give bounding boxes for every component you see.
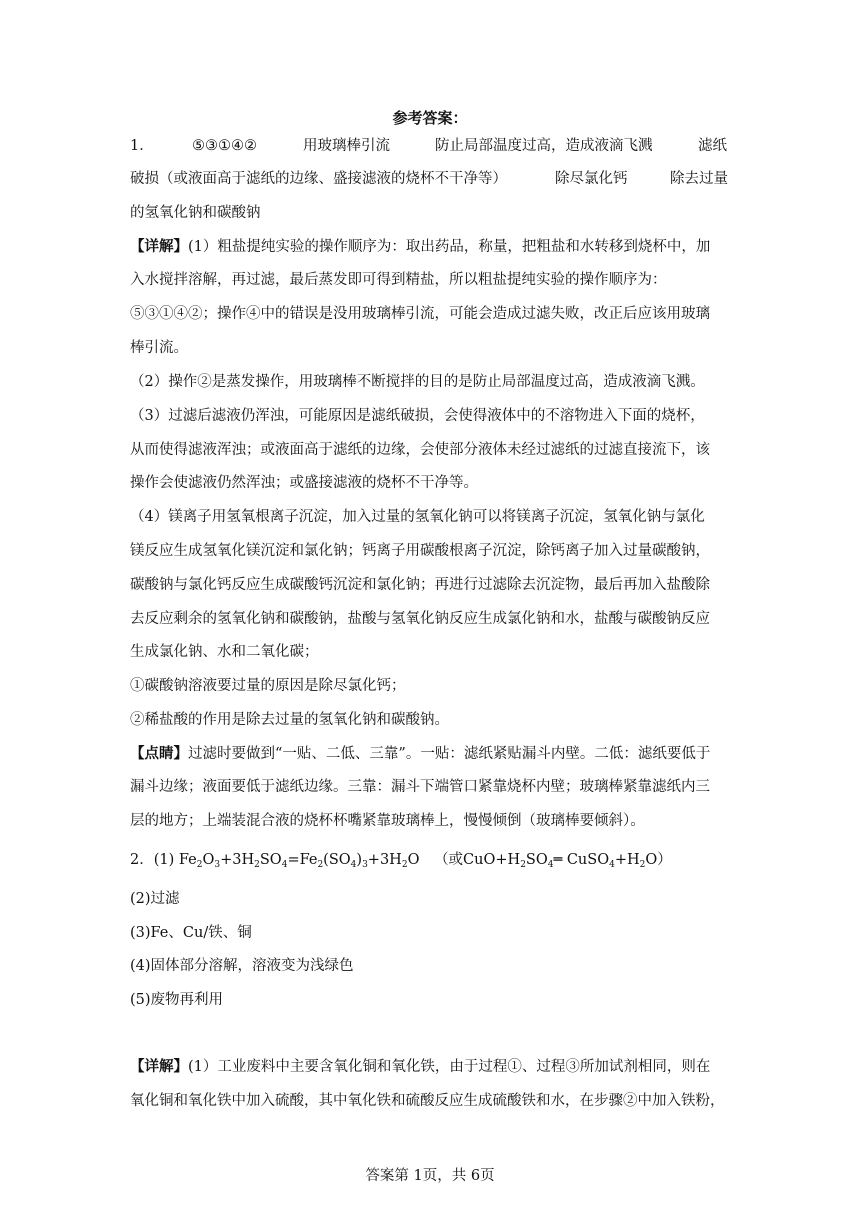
eq-so4: (SO: [323, 852, 351, 868]
q2-answer-2: (2)过滤: [130, 891, 180, 907]
q2-equation: [179, 852, 420, 868]
eq-sub: 2: [254, 860, 260, 870]
eq-3h2: +3H: [367, 852, 402, 868]
eq-sub: 4: [547, 860, 554, 870]
eq-fe: Fe: [178, 852, 197, 868]
q1-answer-filter: 滤纸: [698, 138, 727, 154]
q2-part-1: (1): [153, 852, 175, 868]
eq-sub: 2: [639, 860, 646, 870]
page-footer: 答案第 1页，共 6页: [365, 1168, 495, 1184]
q1-detail-line-2: ⑤③①④②；操作④中的错误是没用玻璃棒引流，可能会造成过滤失败，改正后应该用玻璃: [130, 306, 710, 322]
q1-detail-line-8: （4）镁离子用氢氧根离子沉淀，加入过量的氢氧化钠可以将镁离子沉淀，氢氧化钠与氯化: [130, 509, 705, 525]
eq-sub: 4: [350, 860, 357, 870]
alt-tail: +H: [614, 852, 640, 868]
eq-sub: 3: [362, 860, 368, 870]
q2-answer-5: (5)废物再利用: [130, 992, 224, 1008]
alt-eq: ═ CuSO: [553, 852, 610, 868]
q2-answer-4: (4)固体部分溶解，溶液变为浅绿色: [130, 958, 354, 974]
eq-fe2: =Fe: [287, 852, 318, 868]
eq-sub: 2: [317, 860, 324, 870]
q1-detail-line-11: 去反应剩余的氢氧化钠和碳酸钠，盐酸与氢氧化钠反应生成氯化钠和水，盐酸与碳酸钠反应: [130, 611, 710, 627]
q1-detail-line-5: （3）过滤后滤液仍浑浊，可能原因是滤纸破损，会使得液体中的不溶物进入下面的烧杯，: [130, 408, 705, 424]
q1-point-line-0: [130, 745, 710, 763]
q1-point-line-1: 漏斗边缘；液面要低于滤纸边缘。三靠：漏斗下端管口紧靠烧杯内壁；玻璃棒紧靠滤纸内三: [130, 779, 710, 795]
q1-point-line-2: 层的地方；上端装混合液的烧杯杯嘴紧靠玻璃棒上，慢慢倾倒（玻璃棒要倾斜）。: [130, 813, 645, 829]
eq-sub: 2: [401, 860, 408, 870]
alt-open: （或CuO+H: [434, 852, 521, 868]
q1-number: 1．: [130, 138, 154, 154]
q2-answer-1: [130, 851, 672, 869]
q2-detail-line-0: [130, 1058, 710, 1076]
q1-answer-filter-cont: 破损（或液面高于滤纸的边缘、盛接滤液的烧杯不干净等）: [130, 171, 507, 187]
q1-detail-line-12: 生成氯化钠、水和二氧化碳；: [130, 644, 319, 660]
q1-point-text-0: 过滤时要做到“一贴、二低、三靠”。一贴：滤纸紧贴漏斗内壁。二低：滤纸要低于: [188, 746, 711, 762]
eq-o: O: [202, 852, 215, 868]
q1-answer-glass-rod: 用玻璃棒引流: [303, 138, 390, 154]
eq-sub: 4: [609, 860, 615, 870]
q2-alt-equation: [434, 852, 672, 868]
q1-detail-text-0: (1）粗盐提纯实验的操作顺序为：取出药品，称量，把粗盐和水转移到烧杯中，加: [188, 239, 711, 255]
eq-sub: 4: [281, 860, 288, 870]
eq-o-end: O: [407, 852, 420, 868]
q1-answer-remove-cacl2: 除尽氯化钙: [555, 171, 628, 187]
eq-sub: 2: [196, 860, 203, 870]
q2-number: 2．: [130, 852, 154, 868]
q1-answer-order: ⑤③①④②: [192, 138, 257, 154]
alt-mid: SO: [525, 852, 548, 868]
eq-sub: 3: [214, 860, 221, 870]
q1-answer-row-2: [0, 170, 860, 188]
q1-answer-prevent: 防止局部温度过高，造成液滴飞溅: [435, 138, 653, 154]
q1-detail-line-1: 入水搅拌溶解，再过滤，最后蒸发即可得到精盐，所以粗盐提纯实验的操作顺序为：: [130, 272, 667, 288]
q1-answer-remove-excess: 除去过量: [670, 171, 728, 187]
q1-answer-row: [0, 137, 860, 155]
page-title: 参考答案：: [392, 109, 468, 127]
q2-detail-text-0: (1）工业废料中主要含氧化铜和氧化铁，由于过程①、过程③所加试剂相同，则在: [188, 1059, 711, 1075]
q1-detail-line-7: 操作会使滤液仍然浑浊；或盛接滤液的烧杯不干净等。: [130, 475, 478, 491]
alt-end: O）: [645, 852, 672, 868]
q1-detail-tag: 【详解】: [130, 238, 188, 255]
q1-detail-line-13: ①碳酸钠溶液要过量的原因是除尽氯化钙；: [130, 678, 406, 694]
q1-detail-line-9: 镁反应生成氢氧化镁沉淀和氯化钠；钙离子用碳酸根离子沉淀，除钙离子加入过量碳酸钠，: [130, 543, 710, 559]
q1-detail-line-3: 棒引流。: [130, 340, 188, 356]
eq-so: SO: [259, 852, 282, 868]
eq-sub: 2: [520, 860, 526, 870]
q1-answer-row-3: 的氢氧化钠和碳酸钠: [130, 205, 261, 221]
q1-detail-line-10: 碳酸钠与氯化钙反应生成碳酸钙沉淀和氯化钠；再进行过滤除去沉淀物，最后再加入盐酸除: [130, 577, 710, 593]
q2-answer-3: (3)Fe、Cu/铁、铜: [130, 925, 252, 941]
q1-detail-line-14: ②稀盐酸的作用是除去过量的氢氧化钠和碳酸钠。: [130, 712, 449, 728]
q2-detail-tag: 【详解】: [130, 1058, 188, 1075]
q1-detail-line-0: [130, 238, 710, 256]
q2-detail-line-1: 氧化铜和氧化铁中加入硫酸，其中氧化铁和硫酸反应生成硫酸铁和水，在步骤②中加入铁粉，: [130, 1093, 725, 1109]
q1-detail-line-6: 从而使得滤液浑浊；或液面高于滤纸的边缘，会使部分液体未经过滤纸的过滤直接流下，该: [130, 442, 710, 458]
q1-detail-line-4: （2）操作②是蒸发操作，用玻璃棒不断搅拌的目的是防止局部温度过高，造成液滴飞溅。: [130, 374, 705, 390]
q1-point-tag: 【点睛】: [130, 745, 188, 762]
eq-3h: +3H: [220, 852, 255, 868]
eq-paren: ): [356, 852, 363, 868]
